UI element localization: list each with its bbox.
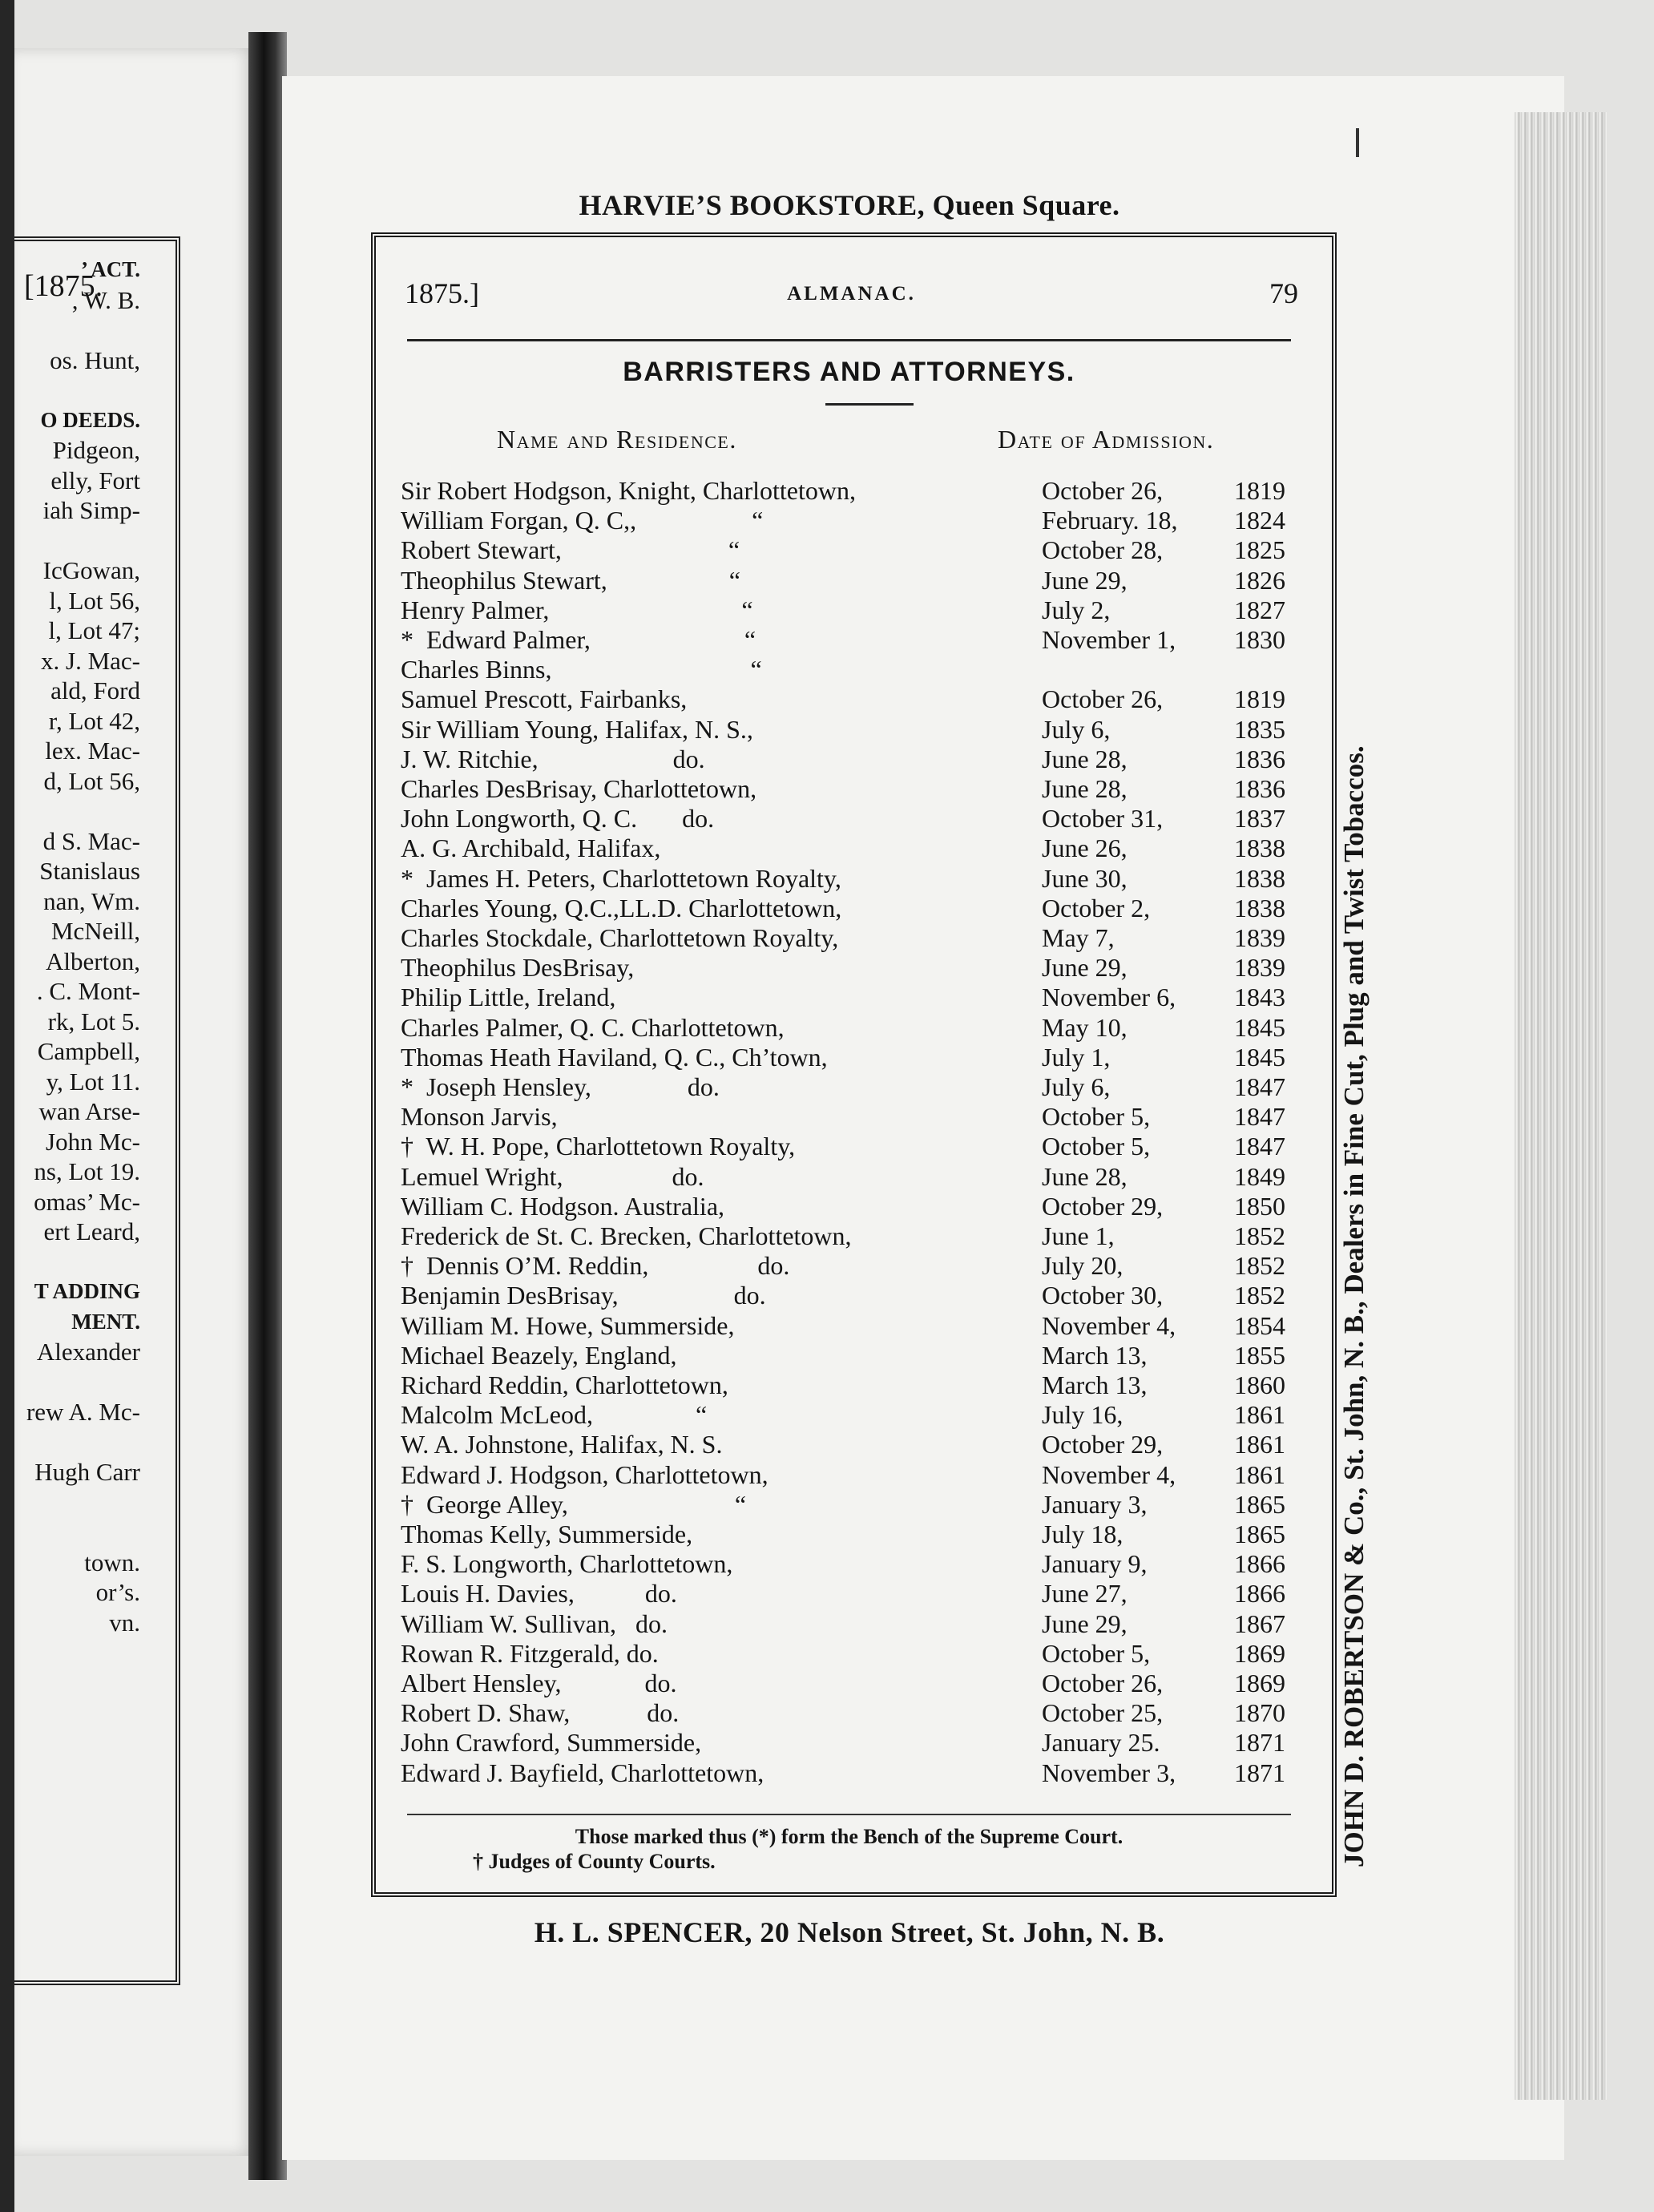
entry-year: 1867 bbox=[1234, 1609, 1285, 1638]
entry-name: Philip Little, Ireland, bbox=[401, 983, 616, 1012]
entry-year: 1838 bbox=[1234, 863, 1285, 893]
list-item bbox=[401, 1578, 1298, 1609]
entry-name: * Joseph Hensley, do. bbox=[401, 1072, 720, 1101]
list-item bbox=[401, 1012, 1298, 1043]
left-page-line: or’s. bbox=[95, 1578, 140, 1606]
list-item bbox=[401, 863, 1298, 894]
left-page-line bbox=[0, 375, 140, 406]
list-item bbox=[401, 1072, 1298, 1102]
left-page-line: T ADDING bbox=[34, 1279, 140, 1303]
list-item bbox=[401, 1191, 1298, 1221]
entry-year: 1836 bbox=[1234, 744, 1285, 773]
list-item bbox=[401, 1727, 1298, 1758]
entry-year: 1865 bbox=[1234, 1520, 1285, 1548]
entry-name: John Crawford, Summerside, bbox=[401, 1728, 702, 1758]
entry-year: 1866 bbox=[1234, 1579, 1285, 1609]
left-page-line: l, Lot 47; bbox=[48, 616, 140, 644]
entry-year: 1845 bbox=[1234, 1042, 1285, 1072]
entry-name: Monson Jarvis, bbox=[401, 1102, 558, 1132]
entry-year: 1838 bbox=[1234, 893, 1285, 922]
entry-date: November 4, bbox=[1042, 1310, 1176, 1340]
left-page-line: r, Lot 42, bbox=[48, 706, 140, 735]
left-page-line: McNeill, bbox=[50, 917, 140, 945]
left-page-line: omas’ Mc- bbox=[34, 1187, 140, 1216]
entry-name: Edward J. Hodgson, Charlottetown, bbox=[401, 1459, 769, 1489]
entry-name: William W. Sullivan, do. bbox=[401, 1609, 668, 1638]
left-page-line: rk, Lot 5. bbox=[47, 1007, 140, 1035]
left-page-line: Alexander bbox=[36, 1338, 140, 1366]
entry-year: 1825 bbox=[1234, 535, 1285, 565]
entry-year: 1861 bbox=[1234, 1430, 1285, 1459]
entry-name: Sir William Young, Halifax, N. S., bbox=[401, 714, 753, 744]
left-page-year: [1875. bbox=[24, 269, 103, 303]
list-item bbox=[401, 1310, 1298, 1341]
left-page-line: O DEEDS. bbox=[40, 407, 140, 432]
left-page-line: wan Arse- bbox=[38, 1097, 140, 1125]
entry-year: 1849 bbox=[1234, 1161, 1285, 1191]
entry-name: William Forgan, Q. C,, “ bbox=[401, 506, 764, 535]
running-head-year: 1875.] bbox=[405, 277, 479, 309]
entry-name: Samuel Prescott, Fairbanks, bbox=[401, 684, 688, 714]
entry-date: November 6, bbox=[1042, 983, 1176, 1012]
left-page-line: os. Hunt, bbox=[50, 345, 140, 374]
entry-name: F. S. Longworth, Charlottetown, bbox=[401, 1549, 733, 1579]
entry-date: October 2, bbox=[1042, 893, 1151, 922]
list-item bbox=[401, 833, 1298, 863]
entry-date: November 4, bbox=[1042, 1459, 1176, 1489]
entry-year: 1847 bbox=[1234, 1102, 1285, 1132]
entry-name: Benjamin DesBrisay, do. bbox=[401, 1281, 766, 1310]
left-page-line bbox=[0, 526, 140, 556]
list-item bbox=[401, 654, 1298, 684]
entry-year: 1870 bbox=[1234, 1698, 1285, 1728]
entry-date: January 3, bbox=[1042, 1489, 1148, 1519]
list-item bbox=[401, 1519, 1298, 1549]
left-page-line: ald, Ford bbox=[50, 676, 140, 704]
entry-name: Rowan R. Fitzgerald, do. bbox=[401, 1638, 659, 1668]
left-page-line bbox=[0, 1517, 140, 1548]
list-item bbox=[401, 535, 1298, 565]
left-page-line: iah Simp- bbox=[42, 496, 140, 524]
entry-date: January 25. bbox=[1042, 1728, 1160, 1758]
entry-date: July 1, bbox=[1042, 1042, 1111, 1072]
entry-name: Louis H. Davies, do. bbox=[401, 1579, 677, 1609]
left-page-line: d, Lot 56, bbox=[43, 766, 140, 795]
entry-name: Frederick de St. C. Brecken, Charlottetown, bbox=[401, 1221, 852, 1250]
entry-date: June 29, bbox=[1042, 1609, 1128, 1638]
list-item bbox=[401, 1758, 1298, 1788]
left-page-line: l, Lot 56, bbox=[49, 586, 140, 615]
entry-year: 1824 bbox=[1234, 506, 1285, 535]
list-item bbox=[401, 565, 1298, 595]
margin-mark bbox=[1356, 128, 1359, 157]
entry-date: October 30, bbox=[1042, 1281, 1164, 1310]
entry-year: 1836 bbox=[1234, 774, 1285, 803]
left-page-line: Hugh Carr bbox=[34, 1458, 140, 1486]
entry-year: 1835 bbox=[1234, 714, 1285, 744]
entry-year: 1854 bbox=[1234, 1310, 1285, 1340]
entry-year: 1871 bbox=[1234, 1728, 1285, 1758]
running-head bbox=[405, 276, 1298, 317]
entry-name: † Dennis O’M. Reddin, do. bbox=[401, 1251, 790, 1281]
entry-year: 1826 bbox=[1234, 565, 1285, 595]
side-advertisement: JOHN D. ROBERTSON & Co., St. John, N. B., Dealers in Fine Cut, Plug and Twist Tobaccos. bbox=[1338, 745, 1370, 1867]
list-item bbox=[401, 624, 1298, 655]
list-item bbox=[401, 1548, 1298, 1579]
entry-year: 1845 bbox=[1234, 1012, 1285, 1042]
entry-date: June 1, bbox=[1042, 1221, 1115, 1250]
entry-name: Charles Young, Q.C.,LL.D. Charlottetown, bbox=[401, 893, 842, 922]
list-item bbox=[401, 1429, 1298, 1459]
list-item bbox=[401, 952, 1298, 983]
entry-name: J. W. Ritchie, do. bbox=[401, 744, 705, 773]
list-item bbox=[401, 922, 1298, 953]
entry-year: 1871 bbox=[1234, 1758, 1285, 1787]
entry-name: Malcolm McLeod, “ bbox=[401, 1400, 708, 1430]
entry-year: 1852 bbox=[1234, 1221, 1285, 1250]
entry-name: Charles Binns, “ bbox=[401, 655, 762, 684]
entry-date: November 1, bbox=[1042, 625, 1176, 654]
entry-date: October 29, bbox=[1042, 1191, 1164, 1221]
entry-date: October 26, bbox=[1042, 684, 1164, 714]
list-item bbox=[401, 1697, 1298, 1728]
column-header-name: Name and Residence. bbox=[497, 425, 737, 454]
entry-date: March 13, bbox=[1042, 1370, 1148, 1399]
list-item bbox=[401, 1399, 1298, 1430]
entry-name: * James H. Peters, Charlottetown Royalty, bbox=[401, 863, 841, 893]
entry-name: Charles Palmer, Q. C. Charlottetown, bbox=[401, 1012, 785, 1042]
bottom-advertisement: H. L. SPENCER, 20 Nelson Street, St. John, N. B. bbox=[534, 1916, 1165, 1948]
left-page-line: nan, Wm. bbox=[43, 886, 140, 915]
left-page-line: d S. Mac- bbox=[42, 826, 140, 855]
left-page-line: x. J. Mac- bbox=[41, 646, 140, 675]
list-item bbox=[401, 1221, 1298, 1251]
entry-date: October 5, bbox=[1042, 1102, 1151, 1132]
entry-name: Theophilus DesBrisay, bbox=[401, 953, 635, 983]
entry-date: July 2, bbox=[1042, 595, 1111, 624]
entry-name: Robert D. Shaw, do. bbox=[401, 1698, 680, 1728]
entry-name: Henry Palmer, “ bbox=[401, 595, 753, 624]
left-page-line: ert Leard, bbox=[43, 1217, 140, 1245]
entry-date: June 28, bbox=[1042, 1161, 1128, 1191]
entry-date: October 25, bbox=[1042, 1698, 1164, 1728]
entry-date: June 30, bbox=[1042, 863, 1128, 893]
entry-date: June 27, bbox=[1042, 1579, 1128, 1609]
entry-date: June 29, bbox=[1042, 565, 1128, 595]
entry-name: † George Alley, “ bbox=[401, 1489, 747, 1519]
entry-year: 1865 bbox=[1234, 1489, 1285, 1519]
entry-year: 1819 bbox=[1234, 476, 1285, 505]
left-page-line: John Mc- bbox=[46, 1127, 140, 1156]
list-item bbox=[401, 744, 1298, 774]
entry-year: 1852 bbox=[1234, 1281, 1285, 1310]
left-page-line: IcGowan, bbox=[42, 556, 140, 584]
left-page-line: ns, Lot 19. bbox=[34, 1157, 140, 1185]
list-item bbox=[401, 1250, 1298, 1281]
entry-year: 1866 bbox=[1234, 1549, 1285, 1579]
book-gutter bbox=[248, 32, 287, 2180]
entry-date: May 7, bbox=[1042, 923, 1115, 952]
entry-date: June 29, bbox=[1042, 953, 1128, 983]
list-item bbox=[401, 1161, 1298, 1192]
entry-date: July 16, bbox=[1042, 1400, 1124, 1430]
entry-date: October 26, bbox=[1042, 1669, 1164, 1697]
left-page-line: . C. Mont- bbox=[36, 977, 140, 1005]
left-page-line: Pidgeon, bbox=[52, 436, 140, 464]
list-item bbox=[401, 1131, 1298, 1161]
entry-name: Michael Beazely, England, bbox=[401, 1340, 677, 1370]
list-item bbox=[401, 893, 1298, 923]
entry-name: † W. H. Pope, Charlottetown Royalty, bbox=[401, 1132, 796, 1161]
entry-date: June 28, bbox=[1042, 744, 1128, 773]
entry-year: 1837 bbox=[1234, 804, 1285, 834]
entry-year: 1819 bbox=[1234, 684, 1285, 714]
entry-date: July 6, bbox=[1042, 1072, 1111, 1101]
left-page-line: MENT. bbox=[71, 1309, 140, 1334]
entry-name: Thomas Heath Haviland, Q. C., Ch’town, bbox=[401, 1042, 828, 1072]
list-item bbox=[401, 1459, 1298, 1490]
entry-name: Thomas Kelly, Summerside, bbox=[401, 1520, 693, 1548]
entry-date: May 10, bbox=[1042, 1012, 1128, 1042]
left-page-line: vn. bbox=[109, 1608, 140, 1637]
list-item bbox=[401, 982, 1298, 1012]
list-item bbox=[401, 1042, 1298, 1072]
entry-name: Charles Stockdale, Charlottetown Royalty, bbox=[401, 923, 839, 952]
list-item bbox=[401, 1370, 1298, 1400]
entry-date: November 3, bbox=[1042, 1758, 1176, 1787]
entry-year: 1839 bbox=[1234, 953, 1285, 983]
entry-date: July 18, bbox=[1042, 1520, 1124, 1548]
entry-name: * Edward Palmer, “ bbox=[401, 625, 756, 654]
left-page-line bbox=[0, 1427, 140, 1458]
left-page-line: Alberton, bbox=[46, 947, 140, 975]
entry-year: 1852 bbox=[1234, 1251, 1285, 1281]
entry-year: 1860 bbox=[1234, 1370, 1285, 1399]
list-item bbox=[401, 714, 1298, 745]
list-item bbox=[401, 1638, 1298, 1669]
entry-name: Lemuel Wright, do. bbox=[401, 1161, 704, 1191]
footnote-judges: † Judges of County Courts. bbox=[473, 1850, 716, 1873]
list-item bbox=[401, 1340, 1298, 1370]
left-page-line: Campbell, bbox=[37, 1037, 140, 1065]
entry-name: Richard Reddin, Charlottetown, bbox=[401, 1370, 728, 1399]
left-page-line: elly, Fort bbox=[50, 466, 140, 494]
entry-date: June 26, bbox=[1042, 834, 1128, 863]
entry-year: 1861 bbox=[1234, 1400, 1285, 1430]
entry-date: October 26, bbox=[1042, 476, 1164, 505]
list-item bbox=[401, 773, 1298, 804]
list-item bbox=[401, 505, 1298, 535]
list-item bbox=[401, 803, 1298, 834]
entry-name: Charles DesBrisay, Charlottetown, bbox=[401, 774, 757, 803]
entry-year: 1869 bbox=[1234, 1638, 1285, 1668]
left-page-line bbox=[0, 1487, 140, 1518]
entry-name: William C. Hodgson. Australia, bbox=[401, 1191, 725, 1221]
entry-year: 1847 bbox=[1234, 1072, 1285, 1101]
entry-year: 1855 bbox=[1234, 1340, 1285, 1370]
list-item bbox=[401, 1609, 1298, 1639]
entry-date: March 13, bbox=[1042, 1340, 1148, 1370]
footnote-bench: Those marked thus (*) form the Bench of the Supreme Court. bbox=[575, 1825, 1124, 1848]
list-item bbox=[401, 1280, 1298, 1310]
left-page-line: rew A. Mc- bbox=[26, 1398, 140, 1426]
left-page-line: ’ ACT. bbox=[81, 257, 140, 281]
left-page-line: y, Lot 11. bbox=[46, 1067, 140, 1096]
entry-year: 1838 bbox=[1234, 834, 1285, 863]
entry-date: October 5, bbox=[1042, 1638, 1151, 1668]
entry-date: February. 18, bbox=[1042, 506, 1178, 535]
list-item bbox=[401, 475, 1298, 506]
left-page-line: , W. B. bbox=[71, 285, 140, 314]
left-page-line: Stanislaus bbox=[39, 857, 140, 885]
entry-date: October 29, bbox=[1042, 1430, 1164, 1459]
title-rule bbox=[825, 403, 914, 406]
entry-name: Albert Hensley, do. bbox=[401, 1669, 677, 1697]
entry-name: A. G. Archibald, Halifax, bbox=[401, 834, 661, 863]
entry-name: William M. Howe, Summerside, bbox=[401, 1310, 735, 1340]
left-page-text bbox=[0, 255, 140, 1637]
left-page-line bbox=[0, 1367, 140, 1398]
entry-name: W. A. Johnstone, Halifax, N. S. bbox=[401, 1430, 723, 1459]
top-advertisement: HARVIE’S BOOKSTORE, Queen Square. bbox=[579, 189, 1120, 221]
entry-name: Theophilus Stewart, “ bbox=[401, 565, 740, 595]
entry-date: October 5, bbox=[1042, 1132, 1151, 1161]
entry-year: 1843 bbox=[1234, 983, 1285, 1012]
footnote-rule bbox=[407, 1814, 1291, 1815]
left-page-line: lex. Mac- bbox=[45, 737, 140, 765]
column-header-date: Date of Admission. bbox=[998, 425, 1215, 454]
page-number: 79 bbox=[1269, 277, 1298, 309]
page-title: BARRISTERS AND ATTORNEYS. bbox=[623, 357, 1075, 387]
list-item bbox=[401, 595, 1298, 625]
entry-date: July 20, bbox=[1042, 1251, 1124, 1281]
entry-name: Edward J. Bayfield, Charlottetown, bbox=[401, 1758, 764, 1787]
entry-year: 1869 bbox=[1234, 1669, 1285, 1697]
list-item bbox=[401, 1489, 1298, 1520]
entry-date: January 9, bbox=[1042, 1549, 1148, 1579]
entry-name: Robert Stewart, “ bbox=[401, 535, 740, 565]
left-page-line bbox=[0, 315, 140, 345]
header-rule bbox=[407, 339, 1291, 341]
entry-date: October 31, bbox=[1042, 804, 1164, 834]
entry-year: 1847 bbox=[1234, 1132, 1285, 1161]
list-item bbox=[401, 1668, 1298, 1698]
running-head-title: ALMANAC. bbox=[787, 283, 916, 305]
list-item bbox=[401, 684, 1298, 714]
entry-date: July 6, bbox=[1042, 714, 1111, 744]
list-item bbox=[401, 1101, 1298, 1132]
entry-date: October 28, bbox=[1042, 535, 1164, 565]
entry-year: 1827 bbox=[1234, 595, 1285, 624]
page-edges bbox=[1515, 112, 1607, 2100]
left-page-line bbox=[0, 796, 140, 826]
left-page-line: town. bbox=[84, 1548, 140, 1576]
entry-year: 1830 bbox=[1234, 625, 1285, 654]
entry-year: 1850 bbox=[1234, 1191, 1285, 1221]
left-page-line bbox=[0, 1247, 140, 1278]
entry-year: 1839 bbox=[1234, 923, 1285, 952]
entry-year: 1861 bbox=[1234, 1459, 1285, 1489]
entry-date: June 28, bbox=[1042, 774, 1128, 803]
entry-name: Sir Robert Hodgson, Knight, Charlottetown, bbox=[401, 476, 856, 505]
entry-name: John Longworth, Q. C. do. bbox=[401, 804, 715, 834]
